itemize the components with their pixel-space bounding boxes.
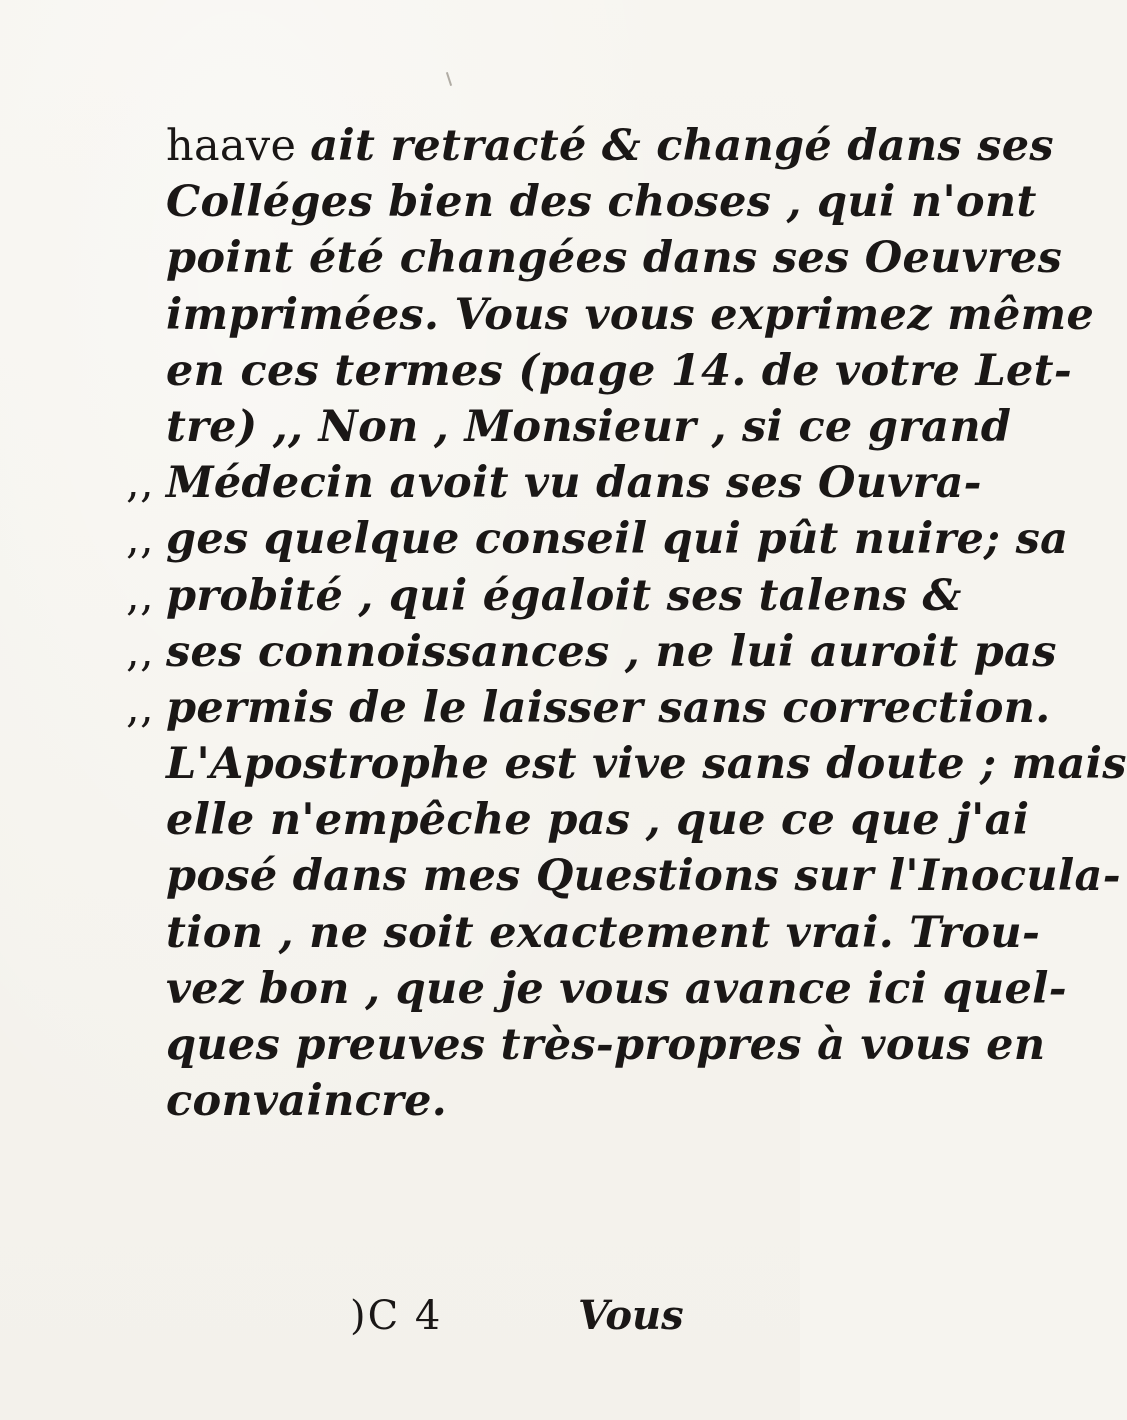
- text-line: [126, 174, 1037, 230]
- page-text: [126, 118, 1127, 1129]
- line-italic-text: ges quelque conseil qui pût nuire; sa: [166, 514, 1069, 565]
- line-quote-mark: ,,: [126, 570, 154, 621]
- line-italic-text: Colléges bien des choses , qui n'ont: [166, 177, 1037, 228]
- text-line: [126, 624, 1057, 680]
- paper-speck: [446, 72, 452, 86]
- text-line: [126, 455, 982, 511]
- text-line: [126, 118, 1054, 174]
- text-line: [126, 680, 1051, 736]
- line-quote-mark: ,,: [126, 682, 154, 733]
- text-line: [126, 1017, 1046, 1073]
- line-italic-text: ques preuves très-propres à vous en: [166, 1020, 1046, 1070]
- text-line: [126, 399, 1012, 455]
- signature-mark: )C 4: [350, 1293, 443, 1339]
- line-italic-text: tre) ,, Non , Monsieur , si ce grand: [166, 401, 1012, 452]
- line-italic-text: Médecin avoit vu dans ses Ouvra-: [166, 458, 982, 509]
- line-italic-text: en ces termes (page 14. de votre Let-: [166, 345, 1072, 396]
- line-italic-text: ait retracté & changé dans ses: [310, 121, 1054, 171]
- line-italic-text: convaincre.: [166, 1076, 448, 1127]
- text-line: [126, 961, 1067, 1017]
- text-line: [126, 230, 1063, 286]
- line-italic-text: permis de le laisser sans correction.: [166, 682, 1051, 733]
- text-line: [126, 905, 1041, 961]
- line-italic-text: elle n'empêche pas , que ce que j'ai: [166, 795, 1030, 846]
- line-roman-text: haave: [166, 121, 311, 171]
- page-footer: [126, 1286, 726, 1346]
- line-italic-text: L'Apostrophe est vive sans doute ; mais: [166, 739, 1127, 790]
- text-line: [126, 736, 1127, 792]
- line-italic-text: probité , qui égaloit ses talens &: [166, 570, 962, 621]
- text-line: [126, 343, 1072, 399]
- line-quote-mark: ,,: [126, 514, 154, 565]
- text-line: [126, 287, 1095, 343]
- line-quote-mark: ,,: [126, 626, 154, 677]
- text-line: [126, 568, 962, 624]
- line-italic-text: posé dans mes Questions sur l'Inocula-: [166, 851, 1121, 902]
- line-italic-text: tion , ne soit exactement vrai. Trou-: [166, 907, 1041, 958]
- line-italic-text: ses connoissances , ne lui auroit pas: [166, 626, 1057, 677]
- line-quote-mark: ,,: [126, 458, 154, 509]
- text-line: [126, 792, 1030, 848]
- line-italic-text: imprimées. Vous vous exprimez même: [166, 289, 1095, 340]
- catchword: Vous: [578, 1292, 684, 1339]
- text-line: [126, 848, 1121, 904]
- text-line: [126, 1073, 726, 1129]
- line-italic-text: point été changées dans ses Oeuvres: [166, 233, 1063, 284]
- text-line: [126, 511, 1069, 567]
- line-italic-text: vez bon , que je vous avance ici quel-: [166, 963, 1067, 1014]
